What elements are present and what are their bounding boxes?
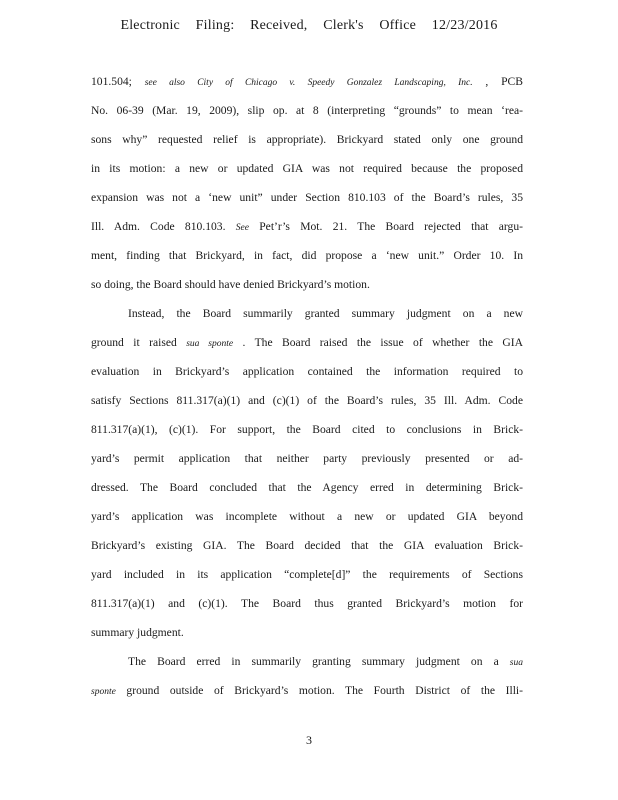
italic-text: sua sponte [186,339,234,349]
document-body [91,67,523,705]
body-line [91,183,523,212]
text-run: yard’s application was incomplete without a new or updated GIA beyond [91,510,523,523]
body-line [91,212,523,241]
page-number: 3 [306,733,312,747]
text-run: in its motion: a new or updated GIA was not required because the proposed [91,162,523,175]
body-line [91,270,523,299]
text-run: summary judgment. [91,626,184,639]
filing-header: Electronic Filing: Received, Clerk's Office 12/23/2016 [120,18,498,33]
body-line [91,241,523,270]
text-run: dressed. The Board concluded that the Agency erred in determining Brick- [91,481,523,494]
body-line [91,415,523,444]
body-line [91,560,523,589]
text-run: 811.317(a)(1) and (c)(1). The Board thus granted Brickyard’s motion for [91,597,523,610]
body-line [91,444,523,473]
body-line [91,502,523,531]
body-line [91,96,523,125]
body-line [91,618,523,647]
body-line [91,154,523,183]
body-line [91,531,523,560]
body-line [91,473,523,502]
text-run: Brickyard’s existing GIA. The Board decided that the GIA evaluation Brick- [91,539,523,552]
body-line [91,67,523,96]
italic-text: see also City of Chicago v. Speedy Gonzalez Landscaping, Inc. [144,78,473,88]
text-run: yard included in its application “complete[d]” the requirements of Sections [91,568,523,581]
text-run: Instead, the Board summarily granted summary judgment on a new [128,307,523,320]
italic-text: sua [509,658,523,668]
body-line [91,328,523,357]
italic-text: sponte [91,687,116,697]
text-run: satisfy Sections 811.317(a)(1) and (c)(1) of the Board’s rules, 35 Ill. Adm. Code [91,394,523,407]
italic-text: See [235,223,249,233]
body-line [91,589,523,618]
text-run: Pet’r’s Mot. 21. The Board rejected that argu- [248,220,523,233]
text-run: expansion was not a ‘new unit” under Section 810.103 of the Board’s rules, 35 [91,191,523,204]
body-line [91,125,523,154]
text-run: ground outside of Brickyard’s motion. The Fourth District of the Illi- [115,684,523,697]
text-run: yard’s permit application that neither party previously presented or ad- [91,452,523,465]
text-run: evaluation in Brickyard’s application contained the information required to [91,365,523,378]
body-line [91,299,523,328]
text-run: 101.504; [91,75,145,88]
body-line [91,357,523,386]
text-run: 811.317(a)(1), (c)(1). For support, the Board cited to conclusions in Brick- [91,423,523,436]
body-line [91,647,523,676]
text-run: . The Board raised the issue of whether the GIA [233,336,523,349]
text-run: No. 06-39 (Mar. 19, 2009), slip op. at 8 (interpreting “grounds” to mean ‘rea- [91,104,523,117]
text-run: ment, finding that Brickyard, in fact, did propose a ‘new unit.” Order 10. In [91,249,523,262]
text-run: sons why” requested relief is appropriate). Brickyard stated only one ground [91,133,523,146]
body-line [91,676,523,705]
text-run: so doing, the Board should have denied Brickyard’s motion. [91,278,370,291]
text-run: ground it raised [91,336,187,349]
text-run: Ill. Adm. Code 810.103. [91,220,236,233]
body-line [91,386,523,415]
text-run: The Board erred in summarily granting summary judgment on a [128,655,510,668]
text-run: , PCB [472,75,523,88]
